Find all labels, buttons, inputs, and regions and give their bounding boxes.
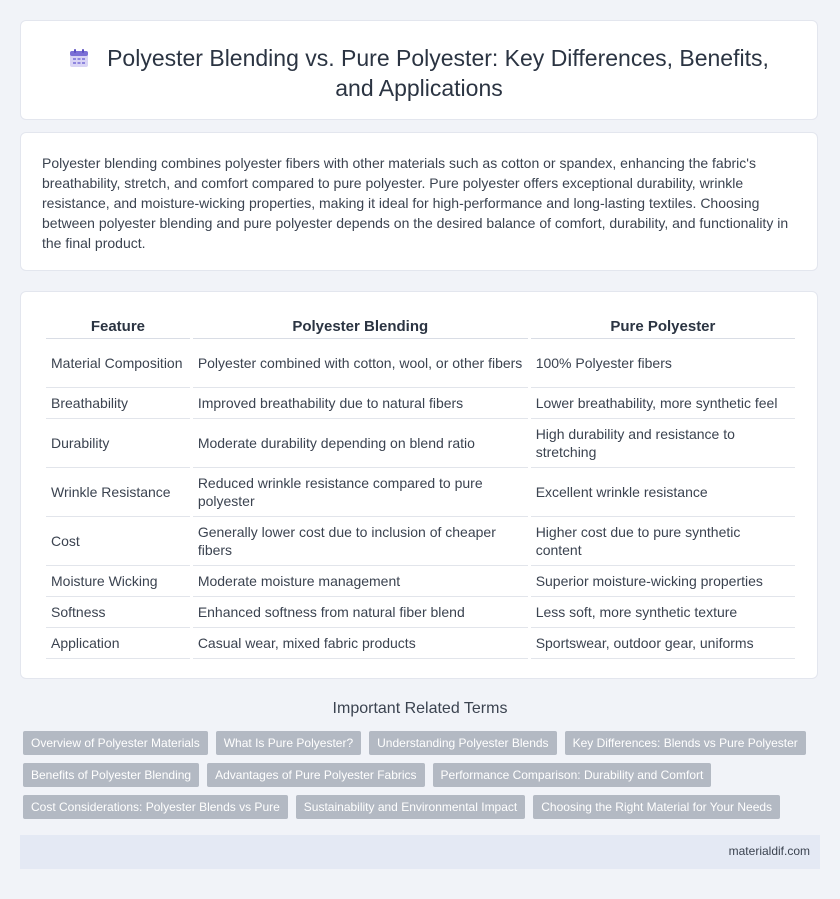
related-term-link[interactable]: Key Differences: Blends vs Pure Polyester [565, 731, 806, 755]
related-term-link[interactable]: Overview of Polyester Materials [23, 731, 208, 755]
table-cell: Improved breathability due to natural fibers [193, 388, 528, 419]
table-cell: Polyester combined with cotton, wool, or other fibers [193, 339, 528, 388]
comparison-table [43, 316, 798, 659]
related-term-link[interactable]: Advantages of Pure Polyester Fabrics [207, 763, 424, 787]
table-cell: Material Composition [46, 339, 190, 388]
comparison-card [20, 291, 818, 679]
title-card [20, 20, 818, 120]
table-cell: Excellent wrinkle resistance [531, 468, 795, 517]
related-term-link[interactable]: Sustainability and Environmental Impact [296, 795, 525, 819]
related-terms-list [23, 731, 823, 827]
table-cell: Cost [46, 517, 190, 566]
calendar-icon [69, 48, 89, 68]
intro-card [20, 132, 818, 271]
table-cell: Higher cost due to pure synthetic content [531, 517, 795, 566]
table-cell: Durability [46, 419, 190, 468]
table-cell: 100% Polyester fibers [531, 339, 795, 388]
column-header-blending: Polyester Blending [193, 316, 528, 339]
table-cell: Softness [46, 597, 190, 628]
table-row [46, 628, 795, 659]
table-row [46, 468, 795, 517]
table-cell: Moisture Wicking [46, 566, 190, 597]
table-cell: High durability and resistance to stretching [531, 419, 795, 468]
table-row [46, 566, 795, 597]
related-term-link[interactable]: Choosing the Right Material for Your Needs [533, 795, 780, 819]
related-term-link[interactable]: Benefits of Polyester Blending [23, 763, 199, 787]
page-title [21, 43, 817, 103]
page-title-text: Polyester Blending vs. Pure Polyester: Key Differences, Benefits, and Applications [107, 45, 769, 101]
table-cell: Moderate moisture management [193, 566, 528, 597]
table-row [46, 339, 795, 388]
table-cell: Lower breathability, more synthetic feel [531, 388, 795, 419]
table-cell: Superior moisture-wicking properties [531, 566, 795, 597]
related-term-link[interactable]: Cost Considerations: Polyester Blends vs Pure [23, 795, 288, 819]
table-cell: Reduced wrinkle resistance compared to pure polyester [193, 468, 528, 517]
table-cell: Enhanced softness from natural fiber blend [193, 597, 528, 628]
table-row [46, 517, 795, 566]
table-cell: Breathability [46, 388, 190, 419]
table-row [46, 388, 795, 419]
table-header-row [46, 316, 795, 339]
table-cell: Casual wear, mixed fabric products [193, 628, 528, 659]
related-term-link[interactable]: Performance Comparison: Durability and Comfort [433, 763, 712, 787]
related-terms-heading: Important Related Terms [332, 700, 508, 717]
table-cell: Less soft, more synthetic texture [531, 597, 795, 628]
table-cell: Application [46, 628, 190, 659]
column-header-feature: Feature [46, 316, 190, 339]
column-header-pure: Pure Polyester [531, 316, 795, 339]
footer [20, 835, 820, 869]
related-term-link[interactable]: Understanding Polyester Blends [369, 731, 556, 755]
footer-site-link[interactable]: materialdif.com [728, 844, 810, 858]
related-term-link[interactable]: What Is Pure Polyester? [216, 731, 361, 755]
table-cell: Moderate durability depending on blend ratio [193, 419, 528, 468]
table-cell: Sportswear, outdoor gear, uniforms [531, 628, 795, 659]
table-cell: Wrinkle Resistance [46, 468, 190, 517]
table-row [46, 597, 795, 628]
intro-paragraph: Polyester blending combines polyester fibers with other materials such as cotton or spandex, enhancing the fabric's breathability, stretch, and comfort compared to pure polyester. Pure polyester offers exceptional durability, wrinkle resistance, and moisture-wicking properties, making it ideal for high-performance and long-lasting textiles. Choosing between polyester blending and pure polyester depends on the desired balance of comfort, durability, and functionality in the final product. [42, 155, 789, 251]
table-cell: Generally lower cost due to inclusion of cheaper fibers [193, 517, 528, 566]
table-row [46, 419, 795, 468]
